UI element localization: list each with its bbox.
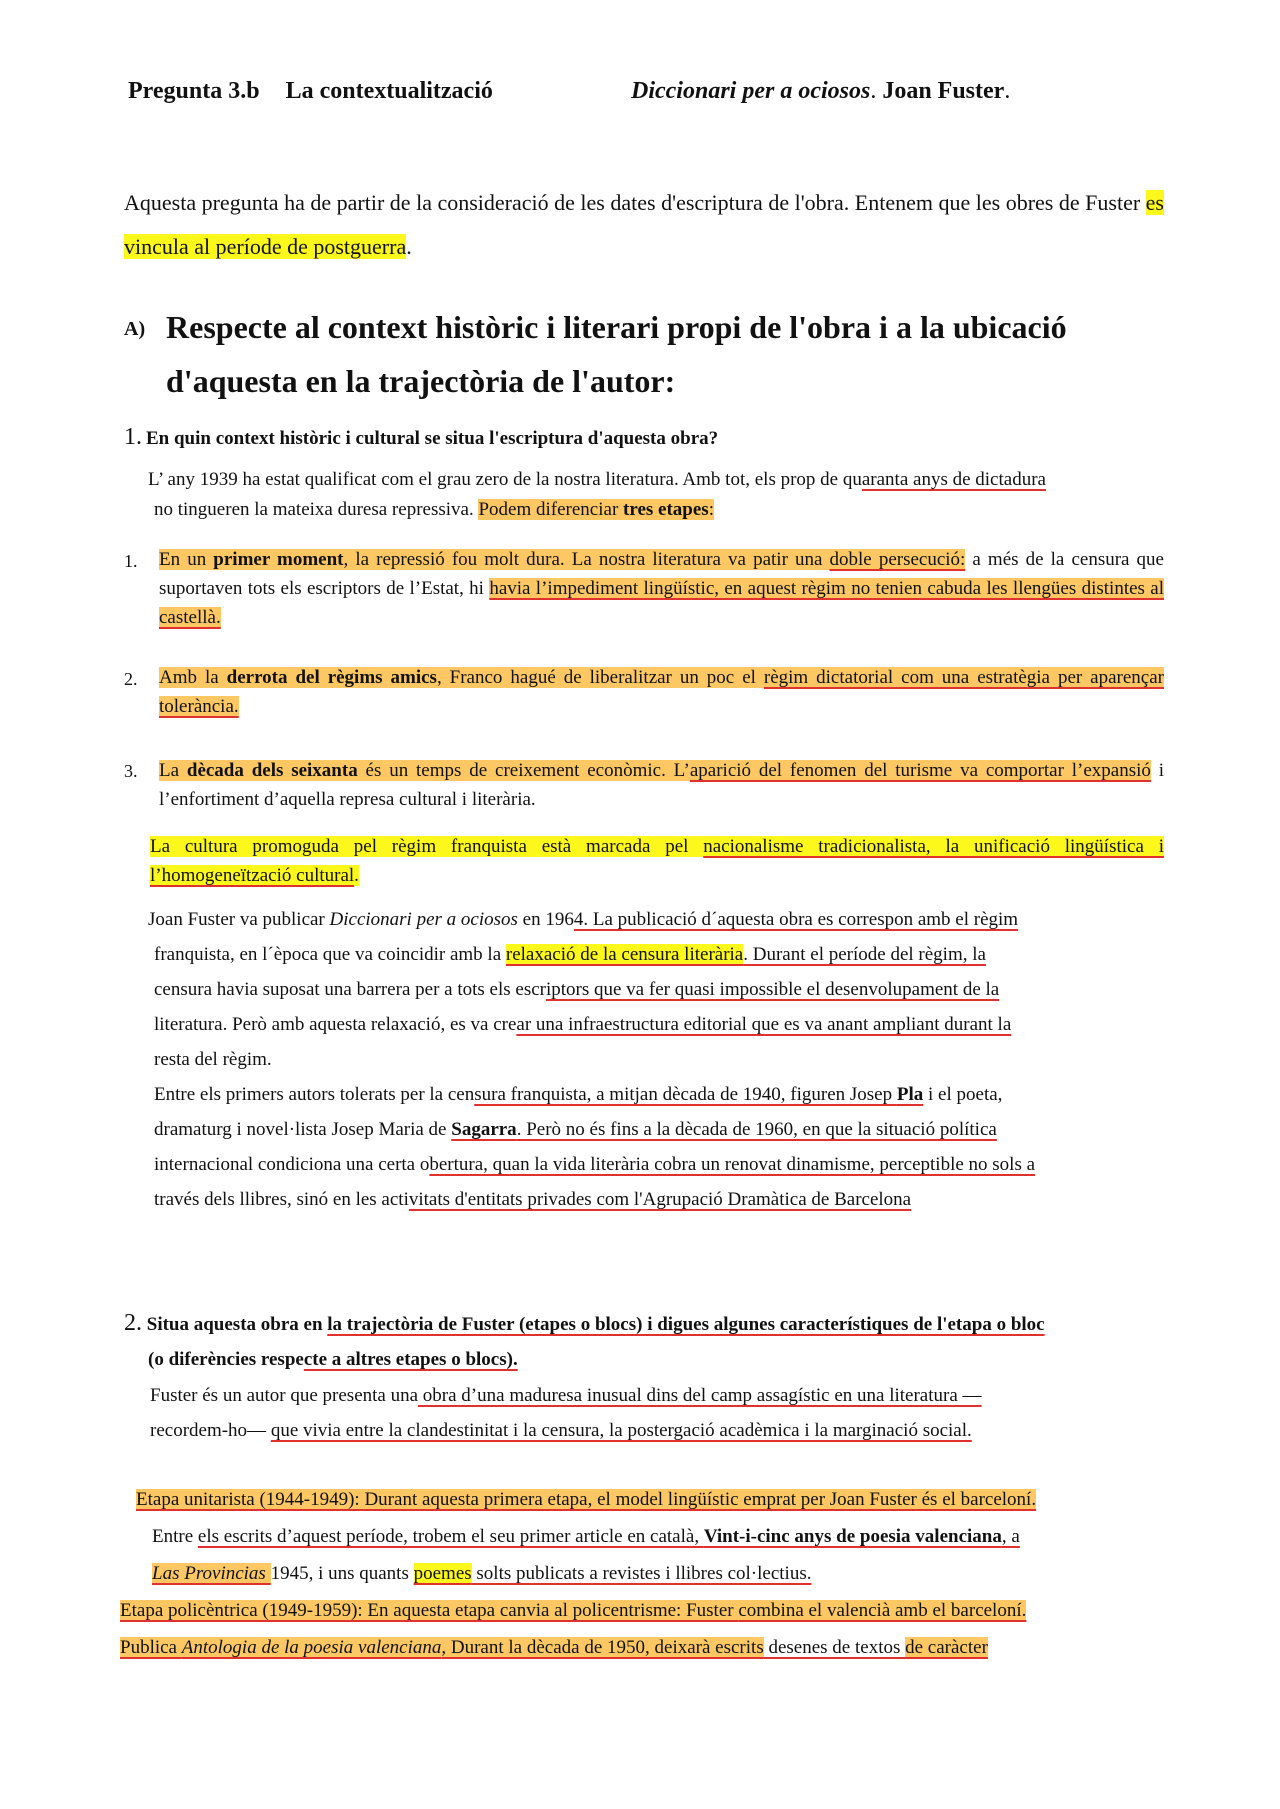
list-item: La dècada dels seixanta és un temps de creixement econòmic. L’aparició del fenomen del turisme va comportar l’expansió i l’enfortiment d’aquella represa cultural i literària. <box>159 760 1164 810</box>
intro-paragraph: Aquesta pregunta ha de partir de la consideració de les dates d'escriptura de l'obra. Entenem que les obres de Fuster es vincula al període de postguerra. <box>124 190 1164 259</box>
list-item-number: 2. <box>124 669 138 689</box>
list-item: Amb la derrota del règims amics, Franco hagué de liberalitzar un poc el règim dictatorial com una estratègia per aparençar tolerància. <box>159 667 1164 717</box>
publication-paragraph: Joan Fuster va publicar Diccionari per a ociosos en 1964. La publicació d´aquesta obra es correspon amb el règim franquista, en l´època que va coincidir amb la relaxació de la censura literària. Durant el període del règim, la censura havia suposat una barrera per a tots els escriptors que va fer quasi impossible el desenvolupament de la literatura. Però amb aquesta relaxació, es va crear una infraestructura editorial que es va anant ampliant durant la resta del règim. Entre els primers autors tolerats per la censura franquista, a mitjan dècada de 1940, figuren Josep Pla i el poeta, dramaturg i novel·lista Josep Maria de Sagarra. Però no és fins a la dècada de 1960, en que la situació política internacional condiciona una certa obertura, quan la vida literària cobra un renovat dinamisme, perceptible no sols a través dels llibres, sinó en les activitats d'entitats privades com l'Agrupació Dramàtica de Barcelona <box>148 909 1036 1210</box>
stages-list: Etapa unitarista (1944-1949): Durant aquesta primera etapa, el model lingüístic emprat per Joan Fuster és el barceloní. Entre els escrits d’aquest període, trobem el seu primer article en català, Vint-i-cinc anys de poesia valenciana, a Las Provincias 1945, i uns quants poemes solts publicats a revistes i llibres col·lectius. Etapa policèntrica (1949-1959): En aquesta etapa canvia al policentrisme: Fuster combina el valencià amb el barceloní. Publica Antologia de la poesia valenciana, Durant la dècada de 1950, deixarà escrits desenes de textos de caràcter <box>136 1481 1166 1666</box>
page-header <box>128 78 493 105</box>
highlight-postwar: es vincula al període de postguerra <box>124 190 1164 259</box>
question-2-intro: Fuster és un autor que presenta una obra d’una maduresa inusual dins del camp assagístic en una literatura — recordem-ho— que vivia entre la clandestinitat i la censura, la postergació acadèmica i la marginació social. <box>150 1385 982 1441</box>
question-1-intro: L’ any 1939 ha estat qualificat com el grau zero de la nostra literatura. Amb tot, els prop de quaranta anys de dictadura no tingueren la mateixa duresa repressiva. Podem diferenciar tres etapes: <box>148 469 1046 520</box>
author-name: Joan Fuster <box>882 78 1005 104</box>
list-item-number: 1. <box>124 551 138 571</box>
culture-paragraph: La cultura promoguda pel règim franquista està marcada pel nacionalisme tradicionalista, la unificació lingüística i l’homogeneïtzació cultural. <box>150 836 1164 886</box>
work-title: Diccionari per a ociosos <box>631 78 871 104</box>
question-1-text: En quin context històric i cultural se situa l'escriptura d'aquesta obra? <box>146 428 719 449</box>
stage-policentrica: Etapa policèntrica (1949-1959): En aquesta etapa canvia al policentrisme: Fuster combina el valencià amb el barceloní. <box>120 1600 1027 1621</box>
question-1 <box>124 424 718 451</box>
work-title-inline: Diccionari per a ociosos <box>329 909 518 930</box>
question-1-number: 1. <box>124 424 142 450</box>
question-label: Pregunta 3.b <box>128 78 260 104</box>
list-item: En un primer moment, la repressió fou molt dura. La nostra literatura va patir una doble persecució: a més de la censura que suportaven tots els escriptors de l’Estat, hi havia l’impediment lingüístic, en aquest règim no tenien cabuda les llengües distintes al castellà. <box>159 549 1164 628</box>
work-reference: Diccionari per a ociosos. Joan Fuster. <box>631 78 1011 104</box>
topic-label: La contextualització <box>285 78 493 104</box>
section-a-letter: A) <box>124 318 146 340</box>
section-a-title: Respecte al context històric i literari propi de l'obra i a la ubicació d'aquesta en la trajectòria de l'autor: <box>166 309 1067 399</box>
question-2: 2. Situa aquesta obra en la trajectòria de Fuster (etapes o blocs) i digues algunes característiques de l'etapa o bloc (o diferències respecte a altres etapes o blocs). <box>124 1310 1045 1370</box>
question-2-number: 2. <box>124 1310 142 1336</box>
list-item-number: 3. <box>124 761 138 781</box>
stage-unitarista: Etapa unitarista (1944-1949): Durant aquesta primera etapa, el model lingüístic emprat per Joan Fuster és el barceloní. <box>136 1489 1037 1510</box>
